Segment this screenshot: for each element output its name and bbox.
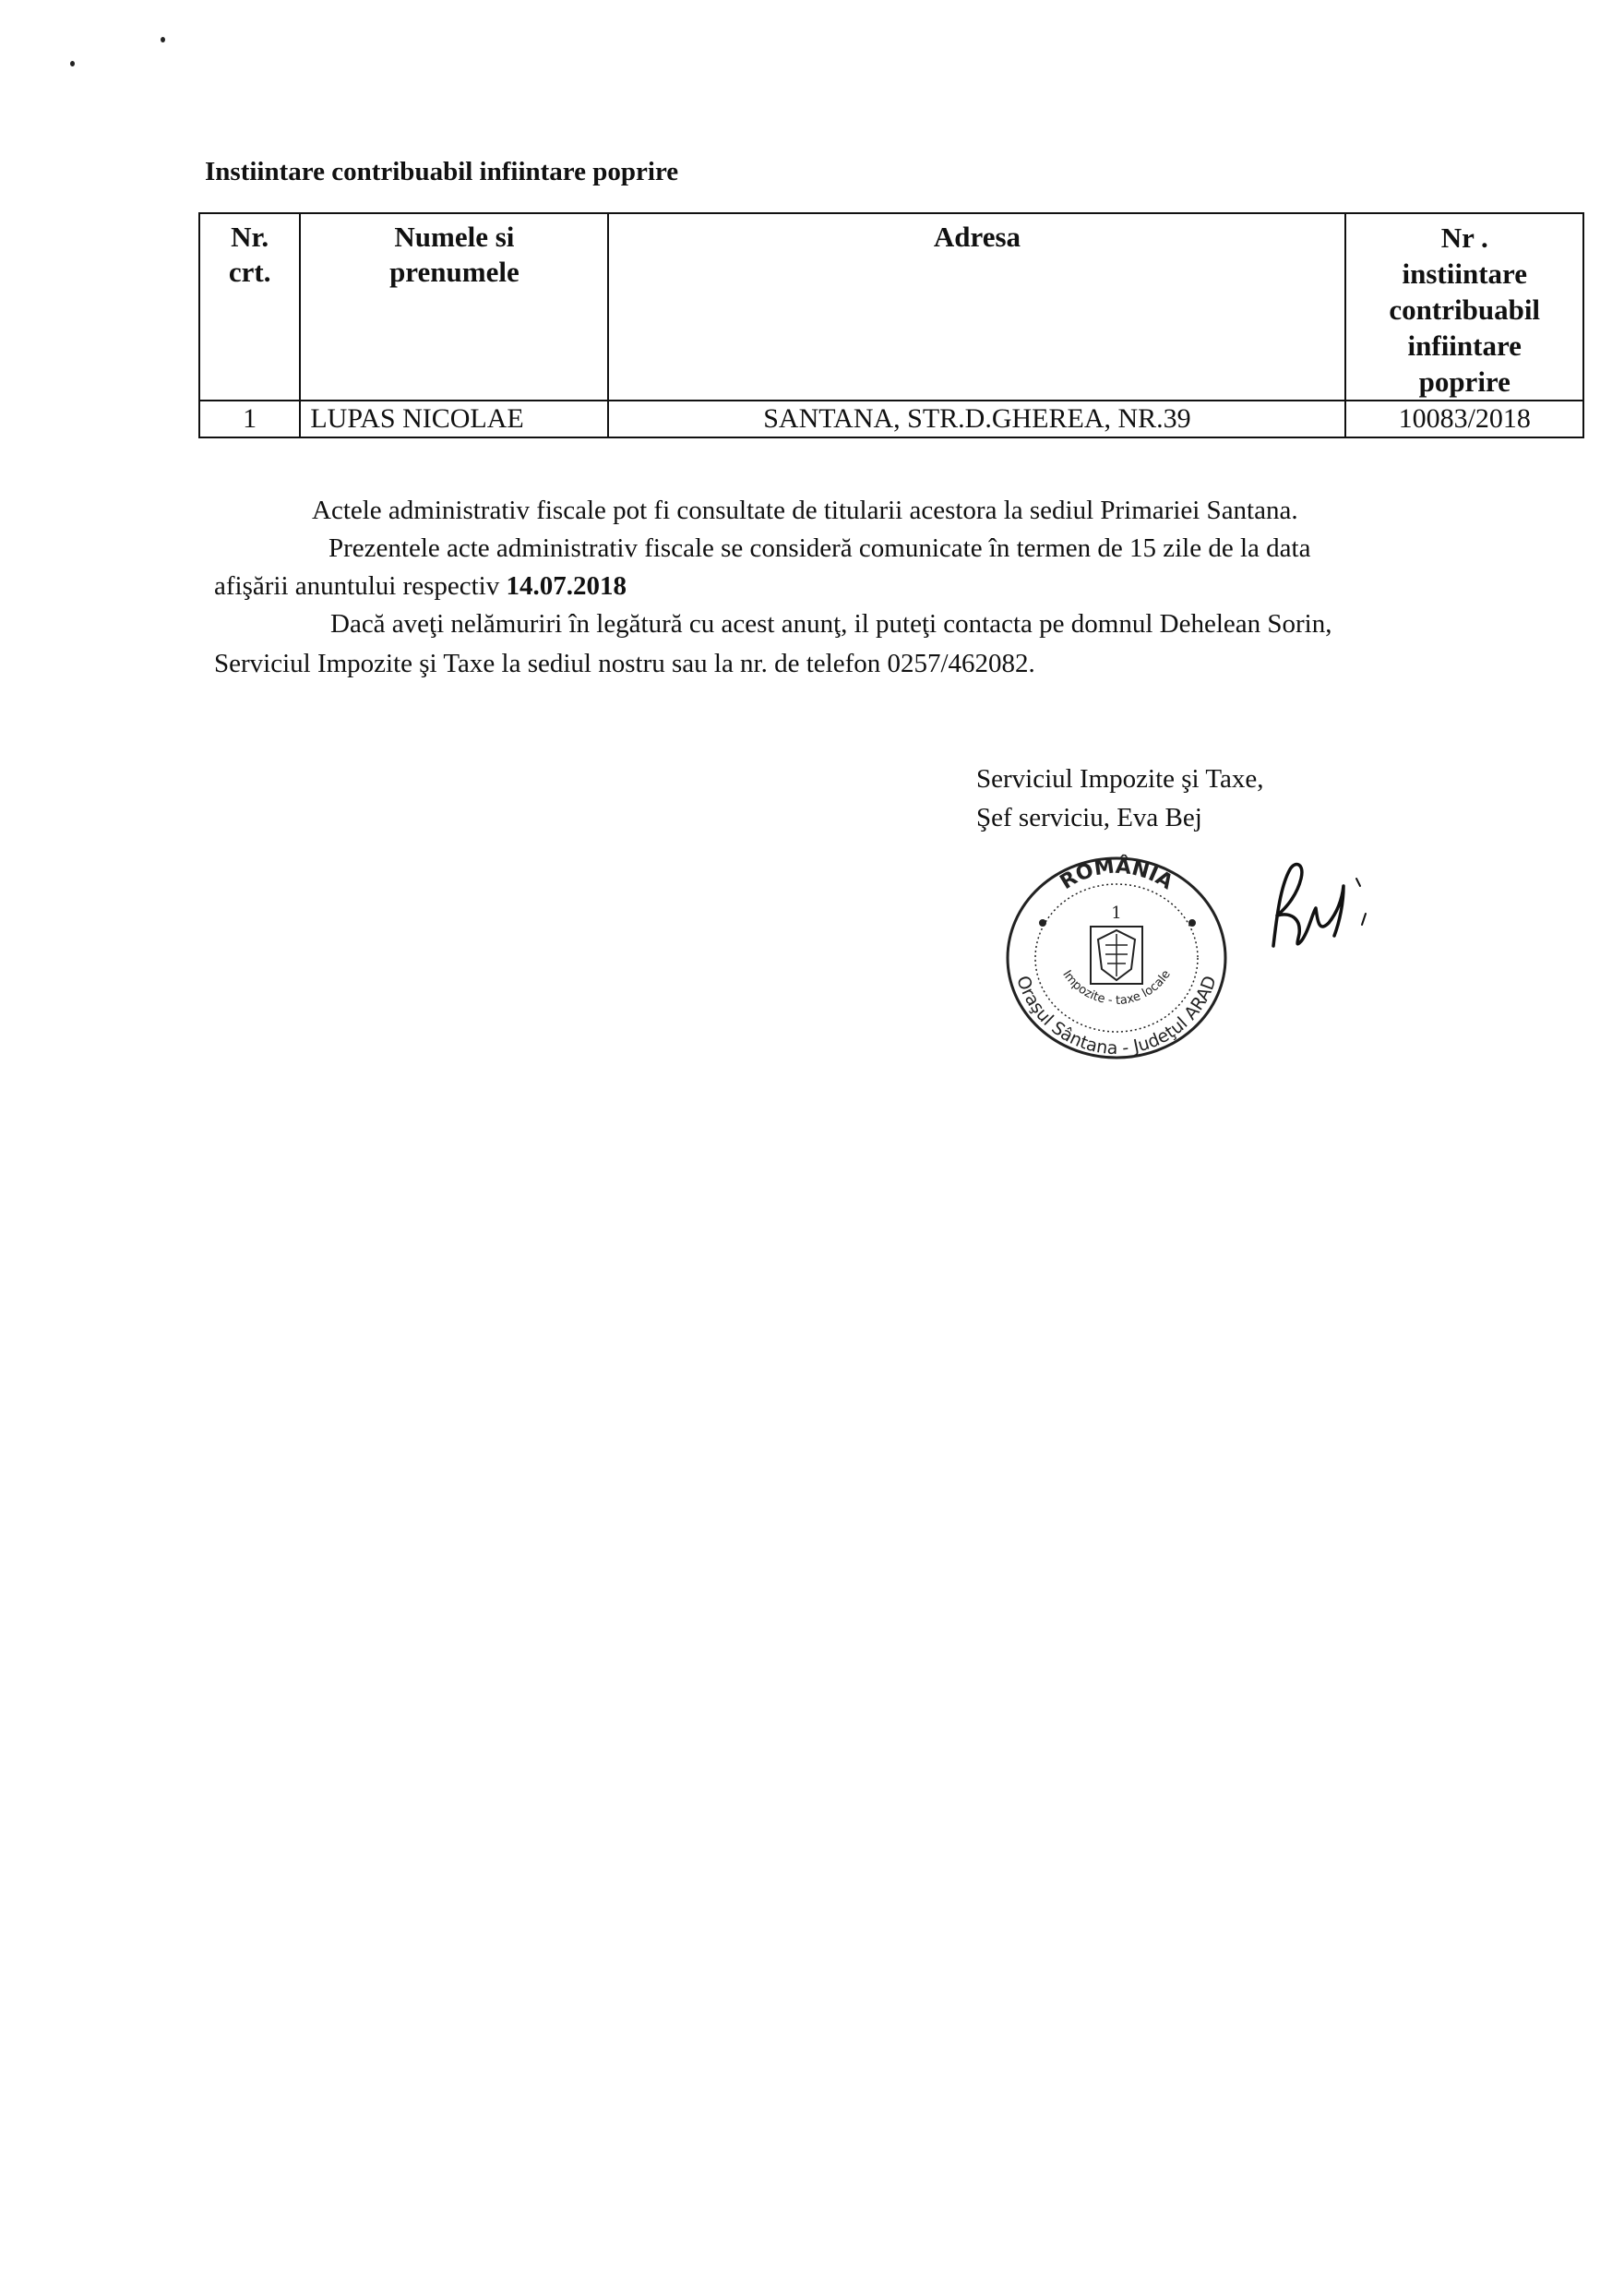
stamp-star-icon — [1188, 919, 1196, 927]
paragraph-communication-line1: Prezentele acte administrativ fiscale se consideră comunicate în termen de 15 zile de la data — [328, 533, 1311, 563]
paragraph-consult: Actele administrativ fiscale pot fi consultate de titularii acestora la sediul Primariei Santana. — [312, 496, 1298, 525]
paragraph-contact-line2: Serviciul Impozite şi Taxe la sediul nostru sau la nr. de telefon 0257/462082. — [214, 649, 1035, 678]
column-header-nr — [199, 213, 300, 401]
stamp-star-icon — [1039, 919, 1046, 927]
paragraph-contact-line1: Dacă aveţi nelămuriri în legătură cu acest anunţ, il puteţi contacta pe domnul Dehelean Sorin, — [330, 609, 1332, 639]
header-text: Nr . — [1440, 221, 1488, 254]
cell-notice-number: 10083/2018 — [1345, 401, 1583, 437]
header-text: Numele si — [394, 221, 515, 253]
cell-address: SANTANA, STR.D.GHEREA, NR.39 — [608, 401, 1345, 437]
header-text: prenumele — [389, 256, 519, 288]
cell-nr: 1 — [199, 401, 300, 437]
header-text: poprire — [1418, 365, 1511, 398]
header-text: Adresa — [933, 221, 1021, 253]
header-text: Nr. — [231, 221, 269, 253]
handwritten-signature — [1264, 858, 1384, 960]
stamp-top-text: ROMÂNIA — [1056, 855, 1177, 895]
posting-date: 14.07.2018 — [506, 571, 627, 601]
scan-speck — [70, 61, 75, 66]
cell-name: LUPAS NICOLAE — [300, 401, 608, 437]
communication-text: afişării anuntului respectiv — [214, 571, 507, 601]
table-row — [199, 401, 1583, 437]
svg-text:ROMÂNIA — [1057, 855, 1177, 894]
column-header-name — [300, 213, 608, 401]
scan-speck — [161, 37, 165, 42]
paragraph-communication-line2 — [214, 570, 627, 602]
stamp-bottom-text: Oraşul Sântana - Judeţul ARAD — [1012, 973, 1221, 1059]
stamp-number: 1 — [1111, 904, 1122, 923]
signature-department: Serviciul Impozite şi Taxe, — [976, 764, 1264, 794]
column-header-address — [608, 213, 1345, 401]
svg-text:Oraşul Sântana - Judeţul ARAD — [1012, 974, 1221, 1059]
table-header-row — [199, 213, 1583, 401]
notice-table — [198, 212, 1584, 438]
coat-of-arms-icon — [1091, 927, 1142, 984]
signature-head: Şef serviciu, Eva Bej — [976, 803, 1202, 832]
header-text: contribuabil — [1389, 293, 1541, 326]
header-text: infiintare — [1407, 329, 1522, 362]
document-title: Instiintare contribuabil infiintare poprire — [205, 157, 679, 186]
official-stamp — [997, 849, 1236, 1071]
header-text: crt. — [228, 256, 271, 288]
header-text: instiintare — [1402, 257, 1527, 290]
stamp-inner-text: Impozite - taxe locale — [1059, 967, 1174, 1009]
column-header-notice-number — [1345, 213, 1583, 401]
